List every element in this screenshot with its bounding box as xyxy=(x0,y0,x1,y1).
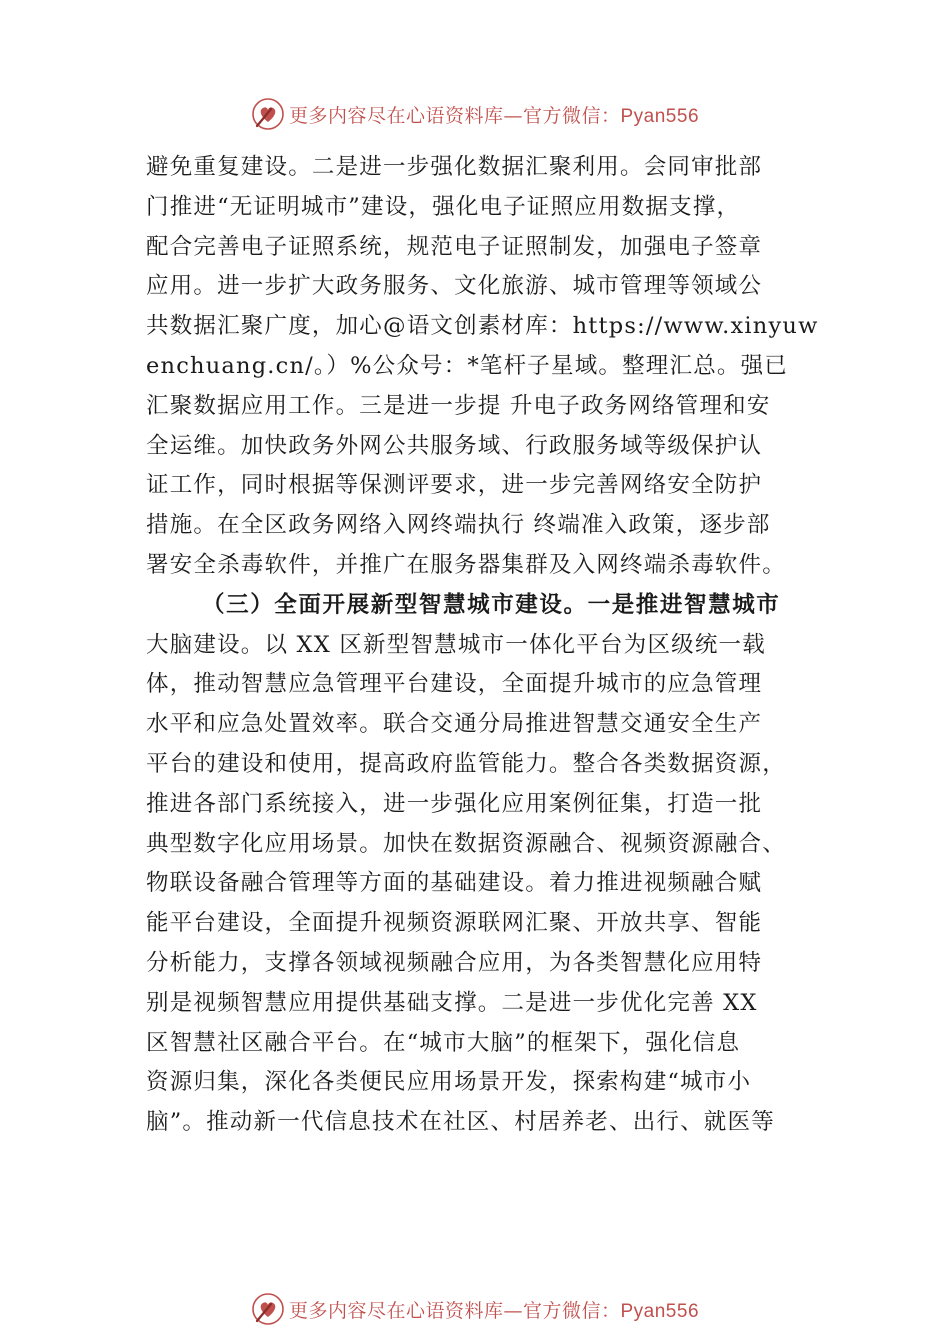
text-line: 门推进“无证明城市”建设，强化电子证照应用数据支撑， xyxy=(146,193,741,220)
text-line: 措施。在全区政务网络入网终端执行 终端准入政策，逐步部 xyxy=(146,512,771,539)
text-line: 平台的建设和使用，提高政府监管能力。整合各类数据资源， xyxy=(146,750,786,777)
text-line: 能平台建设，全面提升视频资源联网汇聚、开放共享、智能 xyxy=(146,910,763,937)
header-banner xyxy=(0,94,950,134)
text-line: 脑”。推动新一代信息技术在社区、村居养老、出行、就医等 xyxy=(146,1109,775,1136)
heart-pen-logo-icon xyxy=(251,1292,285,1326)
banner-wechat-label: 官方微信： xyxy=(522,1299,621,1322)
text-line: 分析能力，支撑各领域视频融合应用，为各类智慧化应用特 xyxy=(146,949,763,976)
banner-slogan: 更多内容尽在心语资料库 xyxy=(288,1299,504,1322)
text-line: 全运维。加快政务外网公共服务域、行政服务域等级保护认 xyxy=(146,432,763,459)
banner-wechat-label: 官方微信： xyxy=(522,104,621,127)
text-line: 汇聚数据应用工作。三是进一步提 升电子政务网络管理和安 xyxy=(146,392,771,419)
banner-text xyxy=(289,1296,699,1323)
banner-text xyxy=(289,101,699,128)
text-line: 大脑建设。以 XX 区新型智慧城市一体化平台为区级统一载 xyxy=(146,631,766,658)
text-line: 应用。进一步扩大政务服务、文化旅游、城市管理等领域公 xyxy=(146,273,763,300)
text-line: 物联设备融合管理等方面的基础建设。着力推进视频融合赋 xyxy=(146,870,763,897)
heart-pen-logo-icon xyxy=(251,97,285,131)
text-line: 别是视频智慧应用提供基础支撑。二是进一步优化完善 XX xyxy=(146,989,758,1016)
text-line: 共数据汇聚广度，加心@语文创素材库：https://www.xinyuw xyxy=(146,313,819,340)
section-heading-line: （三）全面开展新型智慧城市建设。一是推进智慧城市 xyxy=(202,591,781,618)
text-line: 资源归集，深化各类便民应用场景开发，探索构建“城市小 xyxy=(146,1069,752,1096)
banner-slogan: 更多内容尽在心语资料库 xyxy=(288,104,504,127)
banner-wechat-id: Pyan556 xyxy=(620,105,700,127)
text-line: 区智慧社区融合平台。在“城市大脑”的框架下，强化信息 xyxy=(146,1029,741,1056)
text-line: 避免重复建设。二是进一步强化数据汇聚利用。会同审批部 xyxy=(146,154,763,180)
text-line: 署安全杀毒软件，并推广在服务器集群及入网终端杀毒软件。 xyxy=(146,551,786,578)
banner-dash: — xyxy=(503,104,523,127)
banner-dash: — xyxy=(503,1299,523,1322)
text-line: 推进各部门系统接入，进一步强化应用案例征集，打造一批 xyxy=(146,790,763,817)
banner-wechat-id: Pyan556 xyxy=(620,1300,700,1322)
document-body xyxy=(146,148,826,1143)
text-line: 体，推动智慧应急管理平台建设，全面提升城市的应急管理 xyxy=(146,671,763,698)
text-line: enchuang.cn/。）%公众号：*笔杆子星域。整理汇总。强已 xyxy=(146,352,789,379)
text-line: 证工作，同时根据等保测评要求，进一步完善网络安全防护 xyxy=(146,472,763,499)
text-line: 配合完善电子证照系统，规范电子证照制发，加强电子签章 xyxy=(146,233,763,260)
text-line: 水平和应急处置效率。联合交通分局推进智慧交通安全生产 xyxy=(146,711,763,738)
text-line: 典型数字化应用场景。加快在数据资源融合、视频资源融合、 xyxy=(146,830,786,857)
footer-banner xyxy=(0,1289,950,1329)
